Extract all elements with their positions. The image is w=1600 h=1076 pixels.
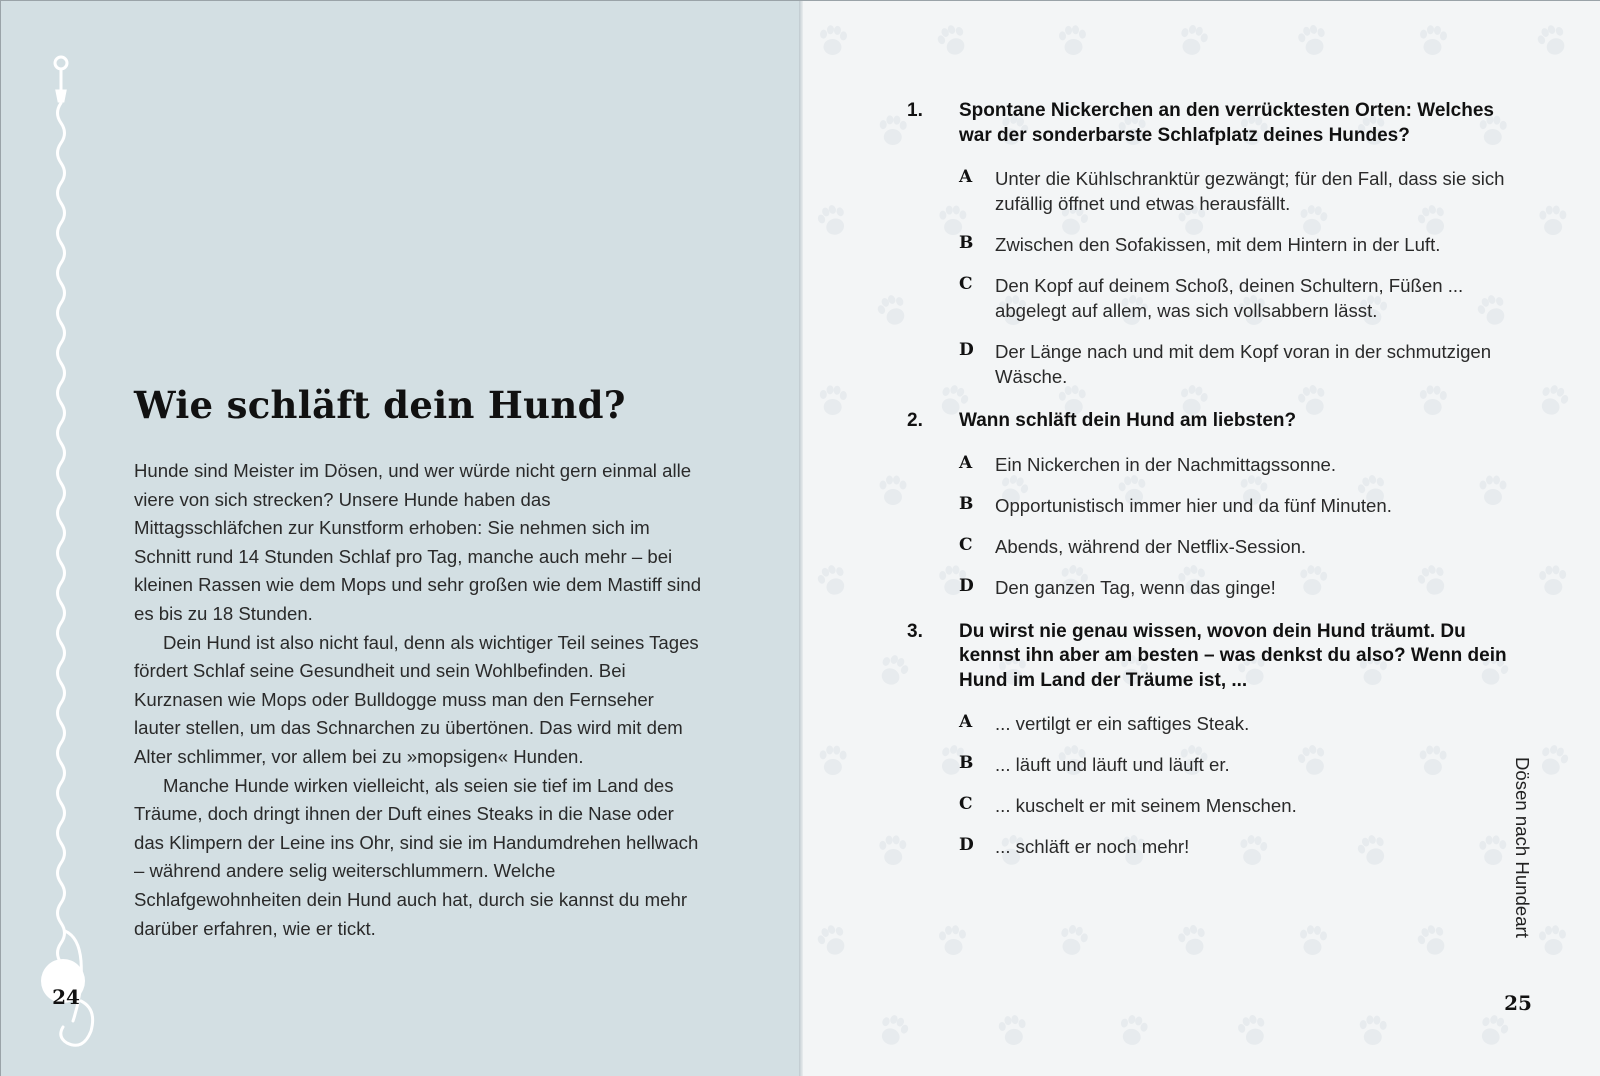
question-1 [907,99,1507,389]
answer-letter: C [959,274,973,294]
answer-letter: A [959,712,973,732]
answer-list [959,711,1507,859]
paw-print-icon [1117,1013,1150,1047]
paw-print-icon [1534,21,1571,59]
answer-option [959,534,1507,559]
question-3 [907,620,1507,860]
answer-text: Den Kopf auf deinem Schoß, deinen Schultern, Füßen ... abgelegt auf allem, was sich vollsabbern lässt. [995,275,1464,321]
paw-print-icon [1296,23,1330,58]
answer-letter: D [959,835,974,855]
answer-letter: B [959,493,974,514]
answer-text: Ein Nickerchen in der Nachmittagssonne. [995,453,1337,475]
paragraph: Manche Hunde wirken vielleicht, als seien sie tief im Land des Träume, doch dringt ihnen der Duft eines Steaks in die Nase oder das Klimpern der Leine ins Ohr, sind sie im Handumdrehen hellwach – während andere selig weiterschlummern. Welche Schlafgewohnheiten dein Hund auch hat, durch sie kannst du mehr darüber erfahren, wie er tickt. [134,774,699,939]
page-heading: Wie schläft dein Hund? [134,383,626,427]
paw-print-icon [1176,23,1210,58]
paw-print-icon [1535,381,1571,419]
answer-option [959,493,1507,518]
page-number-left: 24 [52,985,80,1009]
answer-option [959,339,1507,389]
answer-option [959,793,1507,818]
answer-letter: B [959,753,974,773]
paw-print-icon [1235,1012,1270,1048]
body-text [134,457,704,943]
answer-list [959,452,1507,600]
question-2 [907,409,1507,600]
answer-text: Abends, während der Netflix-Session. [995,535,1307,557]
answer-option [959,232,1507,257]
paw-print-icon [1538,924,1567,956]
question-text: Wann schläft dein Hund am liebsten? [959,410,1297,431]
paw-print-icon [818,24,847,56]
right-page [803,1,1600,1076]
quiz [907,99,1507,879]
paw-print-icon [934,21,971,59]
paw-print-icon [1176,923,1210,958]
paw-print-icon [1056,923,1090,958]
paw-print-icon [1414,921,1451,959]
paw-print-icon [814,921,851,959]
answer-option [959,834,1507,859]
question-number: 1. [907,100,923,121]
paw-print-icon [1418,24,1447,56]
answer-text: Opportunistisch immer hier und da fünf Minuten. [995,494,1392,516]
answer-text: Unter die Kühlschranktür gezwängt; für den Fall, dass sie sich zufällig öffnet und etwas herausfällt. [995,168,1505,214]
answer-letter: B [959,233,974,253]
leash-icon [41,51,111,1051]
paw-print-icon [879,835,907,865]
answer-option [959,166,1507,216]
paw-print-icon [1359,1015,1387,1045]
paw-print-icon [874,291,911,329]
paw-print-icon [875,1012,911,1049]
paw-print-icon [879,115,907,145]
answer-text: Zwischen den Sofakissen, mit dem Hintern in der Luft. [995,234,1441,255]
question-text: Du wirst nie genau wissen, wovon dein Hund träumt. Du kennst ihn aber am besten – was denkst du also? Wenn dein Hund im Land der Träume ist, ... [959,620,1507,691]
answer-letter: D [959,340,974,360]
answer-text: ... kuschelt er mit seinem Menschen. [995,795,1297,816]
answer-text: Den ganzen Tag, wenn das ginge! [995,576,1276,598]
left-page [1,1,801,1076]
paw-print-icon [997,1014,1028,1047]
answer-letter: C [959,534,973,555]
answer-option [959,575,1507,600]
paw-print-icon [1539,565,1568,596]
paw-print-icon [1539,205,1567,235]
paw-print-icon [1298,924,1327,956]
answer-text: ... vertilgt er ein saftiges Steak. [995,713,1250,734]
paw-print-icon [1475,1012,1511,1049]
answer-text: ... schläft er noch mehr! [995,836,1190,857]
chapter-side-title: Dösen nach Hundeart [1512,757,1533,938]
paw-print-icon [880,476,907,506]
paw-print-icon [819,745,847,775]
paragraph: Dein Hund ist also nicht faul, denn als wichtiger Teil seines Tages fördert Schlaf seine Gesundheit und sein Wohlbefinden. Bei Kurznasen wie Mops oder Bulldogge muss man den Fernseher lauter stellen, um das Schnarchen zu übertönen. Das wird mit dem Alter schlimmer, vor allem bei zu »mopsigen« Hunden. [134,631,699,767]
answer-letter: A [959,167,973,187]
paragraph: Hunde sind Meister im Dösen, und wer würde nicht gern einmal alle viere von sich strecken? Unsere Hunde haben das Mittagsschläfchen zur Kunstform erhoben: Sie nehmen sich im Schnitt rund 14 Stunden Schlaf pro Tag, manche auch mehr – bei kleinen Rassen wie dem Mops und sehr großen wie dem Mastiff sind es bis zu 18 Stunden. [134,460,702,624]
page-number-right: 25 [1504,991,1532,1015]
paw-print-icon [1535,742,1571,779]
question-number: 2. [907,410,923,431]
paw-print-icon [815,202,851,239]
answer-letter: D [959,575,974,596]
paw-print-icon [815,561,851,599]
paw-print-icon [819,385,848,416]
answer-letter: C [959,794,973,814]
answer-option [959,752,1507,777]
answer-option [959,452,1507,477]
paw-print-icon [938,924,967,956]
answer-option [959,273,1507,323]
question-number: 3. [907,620,923,642]
answer-list [959,166,1507,389]
paw-print-icon [1058,24,1087,56]
answer-text: ... läuft und läuft und läuft er. [995,754,1230,775]
answer-option [959,711,1507,736]
question-text: Spontane Nickerchen an den verrücktesten Orten: Welches war der sonderbarste Schlafplatz deines Hundes? [959,100,1494,146]
answer-text: Der Länge nach und mit dem Kopf voran in der schmutzigen Wäsche. [995,341,1492,387]
answer-letter: A [959,452,973,473]
